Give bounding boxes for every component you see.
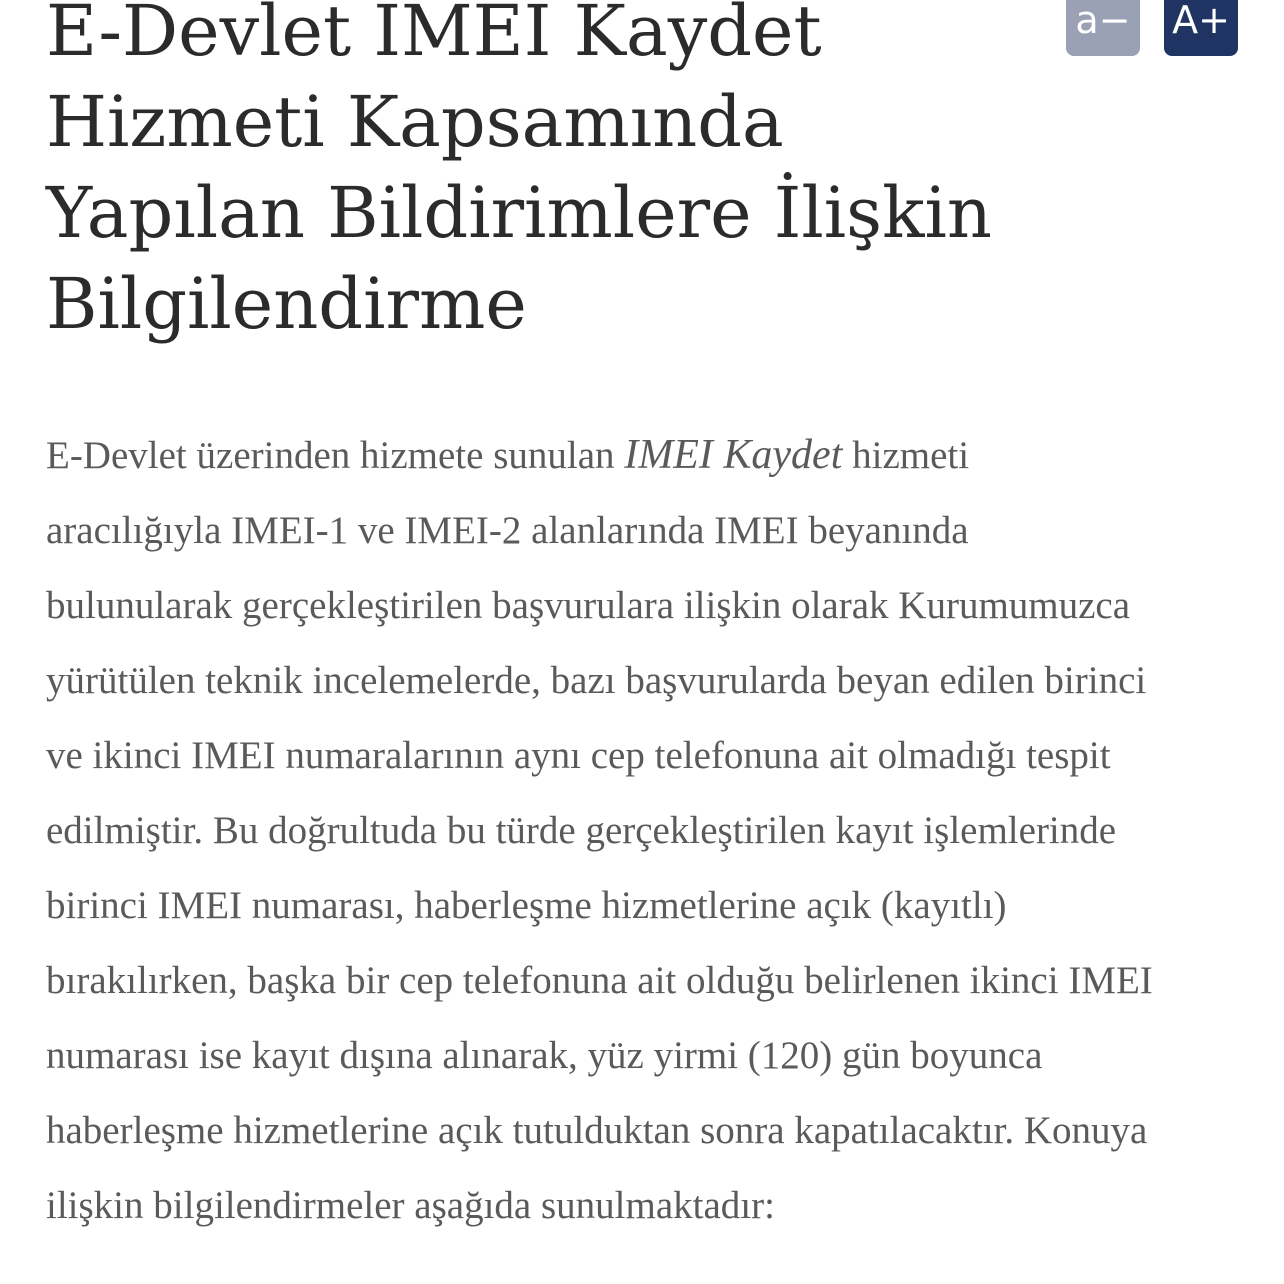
title-line: Hizmeti Kapsamında: [46, 81, 784, 163]
imei-kaydet-emphasis: IMEI Kaydet: [624, 432, 843, 478]
title-line: Yapılan Bildirimlere İlişkin: [46, 172, 992, 254]
title-line: Bilgilendirme: [46, 263, 527, 345]
body-line: birinci IMEI numarası, haberleşme hizmetlerine açık (kayıtlı): [46, 884, 1007, 927]
body-text-segment: E-Devlet üzerinden hizmete sunulan: [46, 434, 625, 477]
body-line: ilişkin bilgilendirmeler aşağıda sunulmaktadır:: [46, 1184, 775, 1227]
article-body: [46, 418, 1246, 1243]
font-size-controls: [1066, 0, 1238, 56]
title-line: E-Devlet IMEI Kaydet: [46, 0, 822, 72]
body-line: bırakılırken, başka bir cep telefonuna ait olduğu belirlenen ikinci IMEI: [46, 959, 1153, 1002]
page-title: [46, 0, 1046, 350]
body-line: haberleşme hizmetlerine açık tutulduktan sonra kapatılacaktır. Konuya: [46, 1109, 1148, 1152]
body-line: edilmiştir. Bu doğrultuda bu türde gerçekleştirilen kayıt işlemlerinde: [46, 809, 1117, 852]
body-text-segment: hizmeti: [842, 434, 970, 477]
body-line: aracılığıyla IMEI-1 ve IMEI-2 alanlarında IMEI beyanında: [46, 509, 969, 552]
body-line: yürütülen teknik incelemelerde, bazı başvurularda beyan edilen birinci: [46, 659, 1147, 702]
increase-font-button[interactable]: A+: [1164, 0, 1238, 56]
body-line: ve ikinci IMEI numaralarının aynı cep telefonuna ait olmadığı tespit: [46, 734, 1111, 777]
decrease-font-button[interactable]: a−: [1066, 0, 1140, 56]
body-line: bulunularak gerçekleştirilen başvurulara ilişkin olarak Kurumumuzca: [46, 584, 1131, 627]
body-line: numarası ise kayıt dışına alınarak, yüz yirmi (120) gün boyunca: [46, 1034, 1043, 1077]
